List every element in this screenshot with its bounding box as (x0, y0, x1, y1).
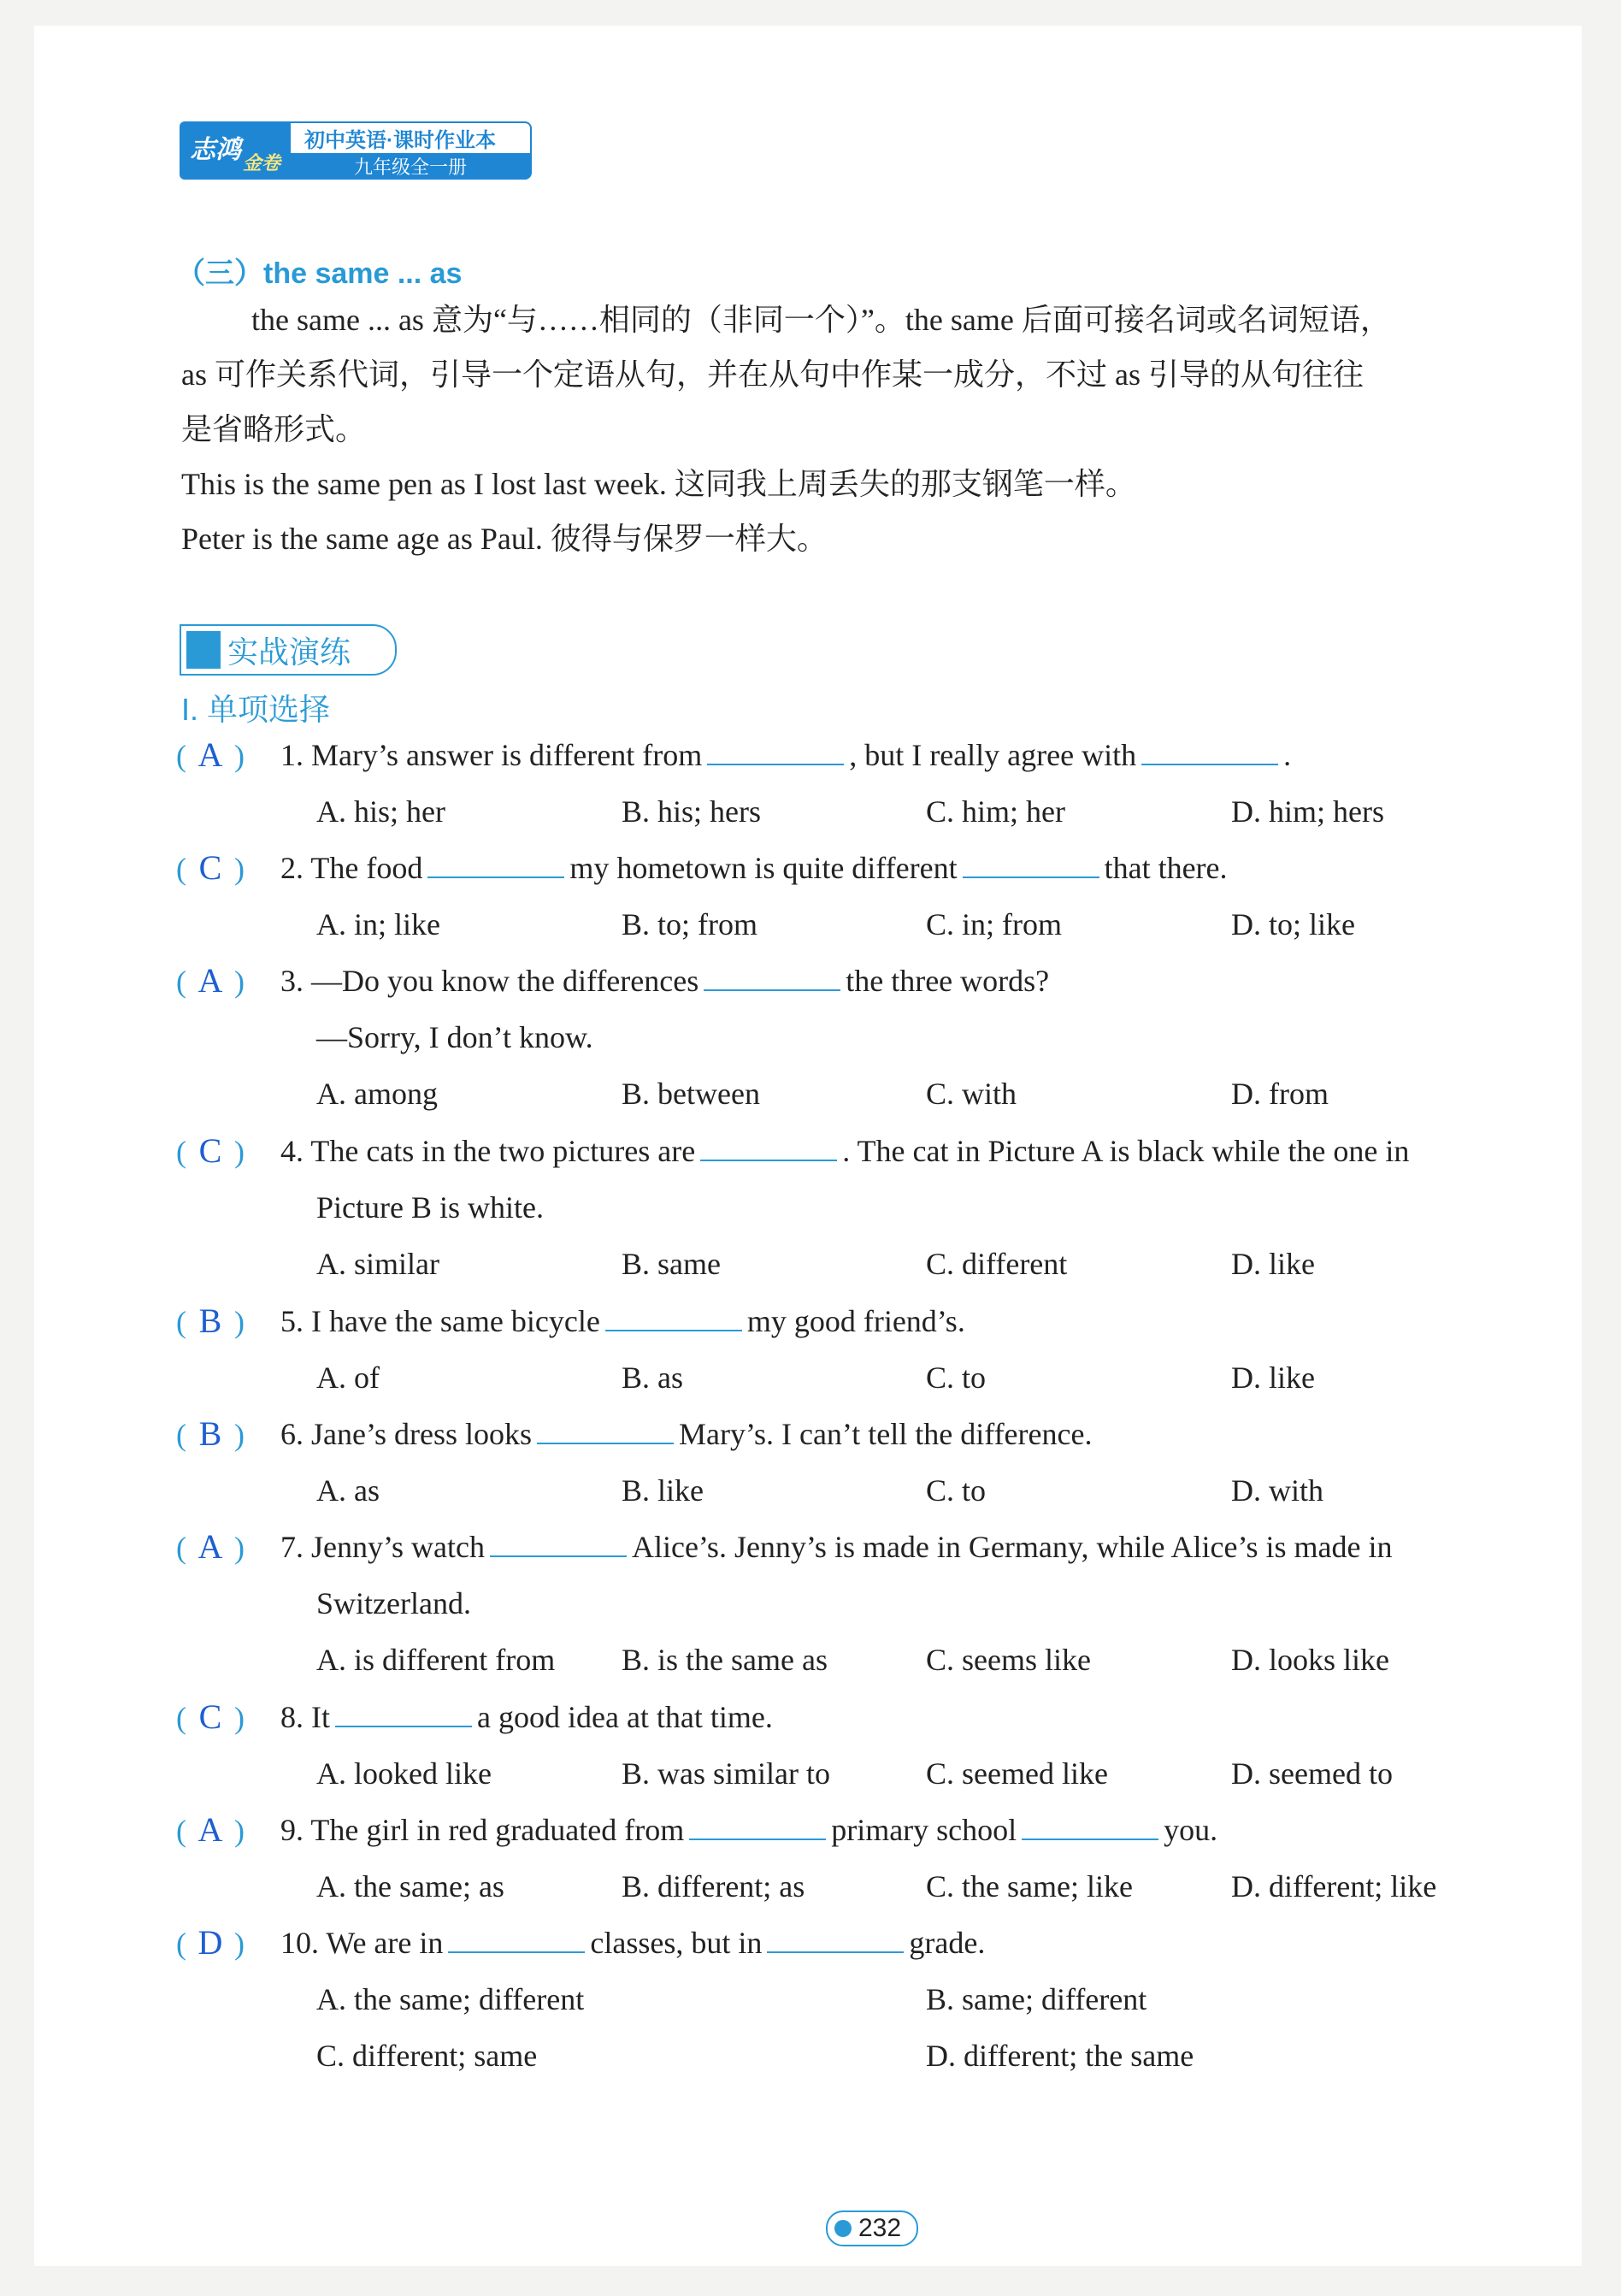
options-row (176, 1745, 1544, 1802)
answer-bracket: ( D ) (176, 1915, 245, 1972)
question-continuation (176, 1009, 1544, 1065)
question-line (176, 1123, 1544, 1179)
option[interactable]: D. different; like (1231, 1869, 1437, 1903)
book-label (291, 121, 532, 180)
stem-part: The girl in red graduated from (310, 1813, 685, 1847)
practice-heading (180, 624, 397, 676)
page-number-badge (826, 2210, 918, 2246)
options-row (176, 896, 1544, 953)
answer-bracket: ( A ) (176, 1519, 245, 1576)
option[interactable]: C. to (926, 1473, 987, 1508)
question-item (176, 1123, 1544, 1292)
option[interactable]: A. as (316, 1473, 380, 1508)
options-row (176, 2027, 1544, 2084)
option[interactable]: D. different; the same (926, 2039, 1194, 2073)
question-stem (280, 1293, 965, 1349)
question-number: 3. (280, 964, 304, 998)
question-continuation (176, 1179, 1544, 1236)
page (34, 26, 1582, 2266)
question-line (176, 1406, 1544, 1462)
option[interactable]: C. different; same (316, 2039, 538, 2073)
option[interactable]: C. seemed like (926, 1756, 1108, 1791)
logo-sub: 金卷 (242, 152, 280, 174)
question-stem (280, 840, 1228, 896)
answer-letter: B (198, 1301, 222, 1340)
stem-part: It (311, 1700, 330, 1734)
page-number: 232 (858, 2214, 902, 2242)
body-line: 是省略形式。 (181, 412, 367, 446)
stem-part: The food (310, 851, 423, 885)
option[interactable]: C. with (926, 1077, 1017, 1111)
answer-bracket: ( C ) (176, 1123, 245, 1180)
option[interactable]: A. similar (316, 1247, 439, 1281)
book-title: 初中英语·课时作业本 (304, 129, 496, 152)
answer-bracket: ( B ) (176, 1293, 245, 1350)
option[interactable]: B. like (622, 1473, 704, 1508)
question-stem (280, 953, 1049, 1009)
stem-part: We are in (326, 1926, 444, 1960)
answer-letter: D (197, 1923, 223, 1962)
answer-blank[interactable] (767, 1926, 904, 1953)
question-continuation (176, 1575, 1544, 1632)
answer-blank[interactable] (605, 1304, 742, 1331)
publisher-logo (180, 121, 291, 180)
question-item (176, 1802, 1544, 1915)
question-item (176, 1519, 1544, 1688)
question-line (176, 840, 1544, 896)
stem-part: The cats in the two pictures are (310, 1134, 696, 1168)
answer-blank[interactable] (335, 1700, 472, 1727)
answer-blank[interactable] (448, 1926, 585, 1953)
answer-blank[interactable] (700, 1134, 837, 1161)
options-row (176, 783, 1544, 840)
stem-part: Jenny’s watch (311, 1530, 485, 1564)
options-row (176, 1858, 1544, 1915)
option[interactable]: B. as (622, 1360, 683, 1395)
stem-continuation: Picture B is white. (316, 1190, 544, 1225)
question-line (176, 1689, 1544, 1745)
question-stem (280, 1519, 1392, 1575)
option[interactable]: A. looked like (316, 1756, 492, 1791)
part-title: I. 单项选择 (181, 692, 331, 727)
options-row (176, 1632, 1544, 1688)
option[interactable]: D. from (1231, 1077, 1329, 1111)
question-number: 10. (280, 1926, 319, 1960)
option[interactable]: C. the same; like (926, 1869, 1133, 1903)
question-item (176, 727, 1544, 840)
answer-blank[interactable] (704, 964, 840, 991)
answer-blank[interactable] (963, 851, 1099, 878)
question-item (176, 1915, 1544, 2084)
question-number: 4. (280, 1134, 304, 1168)
question-stem (280, 1406, 1092, 1462)
option[interactable]: B. is the same as (622, 1643, 828, 1677)
option[interactable]: A. in; like (316, 907, 440, 941)
question-stem (280, 1802, 1217, 1858)
stem-part: . (1283, 738, 1292, 772)
stem-part: —Do you know the differences (311, 964, 699, 998)
stem-part: that there. (1104, 851, 1228, 885)
answer-bracket: ( C ) (176, 840, 245, 897)
body-line: as 可作关系代词，引导一个定语从句，并在从句中作某一成分，不过 as 引导的从句往往 (181, 357, 1364, 392)
question-line (176, 727, 1544, 783)
book-subtitle: 九年级全一册 (291, 153, 530, 180)
question-item (176, 953, 1544, 1122)
options-row (176, 1065, 1544, 1122)
stem-part: my hometown is quite different (569, 851, 958, 885)
stem-part: Mary’s answer is different from (311, 738, 703, 772)
answer-bracket: ( A ) (176, 1802, 245, 1859)
option[interactable]: B. between (622, 1077, 760, 1111)
options-row (176, 1236, 1544, 1292)
stem-part: grade. (909, 1926, 986, 1960)
stem-part: the three words? (846, 964, 1050, 998)
question-line (176, 1915, 1544, 1971)
question-number: 9. (280, 1813, 304, 1847)
answer-bracket: ( A ) (176, 953, 245, 1010)
question-item (176, 1293, 1544, 1406)
question-item (176, 1406, 1544, 1519)
option[interactable]: A. of (316, 1360, 380, 1395)
question-line (176, 1802, 1544, 1858)
option[interactable]: B. to; from (622, 907, 757, 941)
answer-letter: C (198, 1697, 222, 1736)
answer-letter: A (197, 1527, 223, 1566)
option[interactable]: C. him; her (926, 794, 1065, 829)
question-line (176, 1293, 1544, 1349)
section-title: （三）the same ... as (176, 257, 463, 290)
answer-letter: A (197, 1810, 223, 1849)
question-line (176, 953, 1544, 1009)
answer-letter: A (197, 735, 223, 774)
option[interactable]: B. was similar to (622, 1756, 830, 1791)
option[interactable]: C. seems like (926, 1643, 1091, 1677)
stem-part: primary school (831, 1813, 1017, 1847)
book-badge (180, 121, 532, 180)
stem-part: my good friend’s. (746, 1304, 965, 1338)
option[interactable]: D. like (1231, 1360, 1315, 1395)
answer-blank[interactable] (427, 851, 564, 878)
options-row (176, 1971, 1544, 2027)
option[interactable]: A. his; her (316, 794, 445, 829)
answer-bracket: ( A ) (176, 727, 245, 784)
question-line (176, 1519, 1544, 1575)
question-item (176, 840, 1544, 953)
bullet-icon (834, 2220, 852, 2237)
option[interactable]: B. same (622, 1247, 721, 1281)
stem-part: Mary’s. I can’t tell the difference. (678, 1417, 1093, 1451)
stem-continuation: —Sorry, I don’t know. (316, 1020, 593, 1054)
question-number: 7. (280, 1530, 304, 1564)
answer-blank[interactable] (689, 1813, 826, 1840)
answer-letter: C (198, 1131, 222, 1170)
question-stem (280, 1689, 773, 1745)
option[interactable]: D. looks like (1231, 1643, 1389, 1677)
option[interactable]: D. seemed to (1231, 1756, 1393, 1791)
option[interactable]: A. the same; different (316, 1982, 585, 2016)
practice-heading-label: 实战演练 (227, 634, 351, 670)
option[interactable]: C. different (926, 1247, 1068, 1281)
stem-part: , but I really agree with (849, 738, 1137, 772)
option[interactable]: A. the same; as (316, 1869, 504, 1903)
example-sentence: This is the same pen as I lost last week. 这同我上周丢失的那支钢笔一样。 (181, 467, 1136, 501)
answer-blank[interactable] (537, 1417, 674, 1444)
stem-part: . The cat in Picture A is black while the one in (842, 1134, 1410, 1168)
question-number: 8. (280, 1700, 304, 1734)
question-stem (280, 1915, 985, 1971)
option[interactable]: C. to (926, 1360, 987, 1395)
option[interactable]: D. him; hers (1231, 794, 1384, 829)
option[interactable]: D. like (1231, 1247, 1315, 1281)
options-row (176, 1462, 1544, 1519)
question-stem (280, 727, 1291, 783)
heading-square-icon (186, 631, 221, 669)
option[interactable]: B. different; as (622, 1869, 805, 1903)
option[interactable]: B. same; different (926, 1982, 1147, 2016)
stem-part: I have the same bicycle (311, 1304, 600, 1338)
answer-bracket: ( B ) (176, 1406, 245, 1463)
example-sentence: Peter is the same age as Paul. 彼得与保罗一样大。 (181, 522, 828, 556)
question-stem (280, 1123, 1409, 1179)
body-line: the same ... as 意为“与……相同的（非同一个）”。the same 后面可接名词或名词短语， (251, 303, 1391, 337)
answer-letter: B (198, 1414, 222, 1453)
option[interactable]: B. his; hers (622, 794, 762, 829)
option[interactable]: A. among (316, 1077, 438, 1111)
question-number: 1. (280, 738, 304, 772)
question-number: 5. (280, 1304, 304, 1338)
answer-blank[interactable] (1141, 738, 1278, 765)
answer-blank[interactable] (707, 738, 844, 765)
question-number: 2. (280, 851, 304, 885)
answer-letter: A (197, 961, 223, 1000)
answer-letter: C (198, 848, 222, 887)
option[interactable]: D. with (1231, 1473, 1323, 1508)
option[interactable]: A. is different from (316, 1643, 556, 1677)
logo-main: 志鸿 (189, 136, 241, 164)
answer-blank[interactable] (1022, 1813, 1158, 1840)
answer-bracket: ( C ) (176, 1689, 245, 1746)
option[interactable]: C. in; from (926, 907, 1062, 941)
stem-part: Alice’s. Jenny’s is made in Germany, while Alice’s is made in (631, 1530, 1393, 1564)
question-number: 6. (280, 1417, 304, 1451)
stem-part: Jane’s dress looks (311, 1417, 532, 1451)
stem-continuation: Switzerland. (316, 1586, 471, 1620)
stem-part: you. (1164, 1813, 1218, 1847)
stem-part: a good idea at that time. (477, 1700, 773, 1734)
question-item (176, 1689, 1544, 1802)
option[interactable]: D. to; like (1231, 907, 1355, 941)
answer-blank[interactable] (490, 1530, 627, 1557)
section-body (181, 292, 1532, 566)
stem-part: classes, but in (590, 1926, 763, 1960)
options-row (176, 1349, 1544, 1406)
